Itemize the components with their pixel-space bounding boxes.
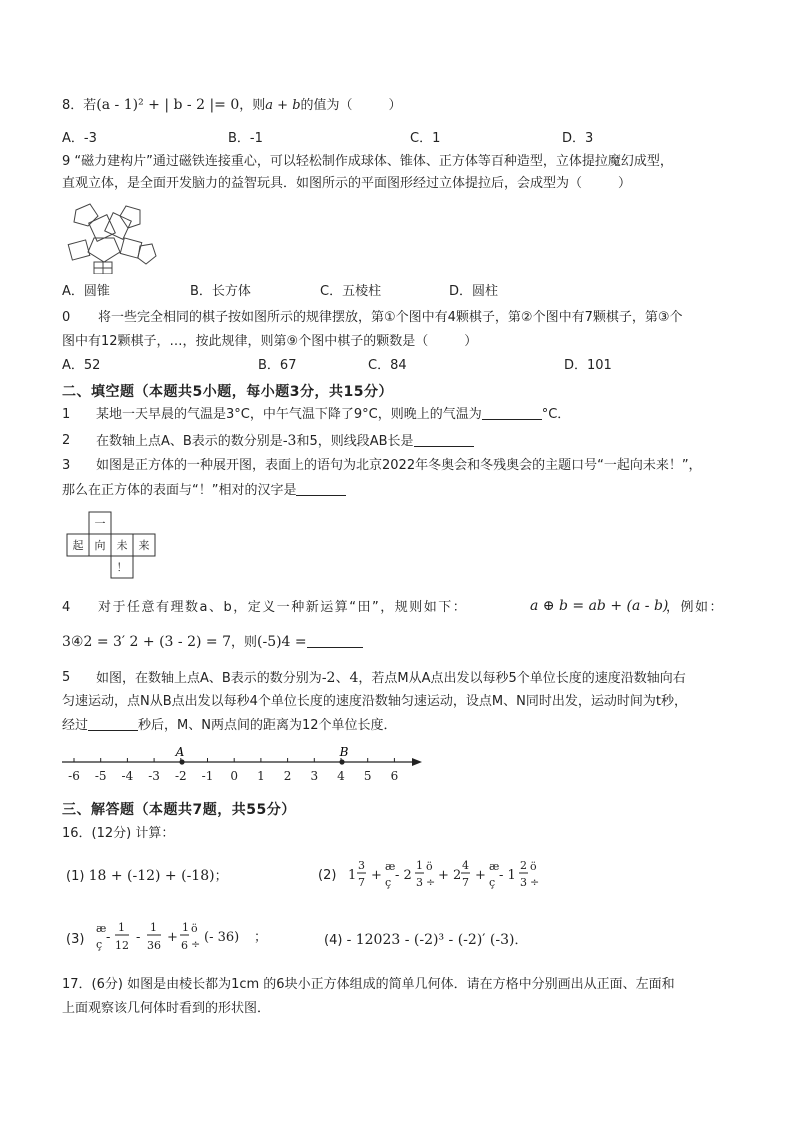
q15-line-1-pre: 如图，在数轴上点A、B表示的数分别为 — [96, 671, 322, 686]
point-b-dot — [339, 759, 344, 764]
svg-text:(- 36): (- 36) — [204, 930, 240, 945]
q10-line-1: 将一些完全相同的棋子按如图所示的规律摆放，第①个图中有4颗棋子，第②个图中有7颗棋子，第③个 — [98, 310, 683, 325]
q9-close: ） — [618, 176, 632, 191]
number-line-tick-label: 1 — [257, 769, 265, 783]
svg-text:ö: ö — [530, 860, 537, 873]
q14-answer-blank[interactable] — [307, 634, 363, 648]
net-label-3: 未 — [116, 539, 128, 552]
q10-close: ） — [464, 334, 478, 349]
number-line-tick-label: -2 — [174, 769, 187, 783]
q15-line-3 — [62, 717, 397, 735]
svg-text:1: 1 — [118, 921, 125, 934]
q9-option-d: D．圆柱 — [449, 284, 499, 299]
q15-line-3-pre: 经过 — [62, 718, 89, 733]
svg-text:4: 4 — [462, 859, 469, 872]
svg-text:3: 3 — [358, 859, 365, 872]
q14-ask: (-5)4 = — [257, 634, 307, 650]
q11-answer-blank[interactable] — [482, 406, 542, 420]
number-line-tick-label: -5 — [94, 769, 107, 783]
q16-p2-expression — [346, 852, 546, 898]
q12-value: -3 — [282, 433, 297, 449]
section-3-heading: 三、解答题（本题共7题，共55分） — [62, 802, 296, 818]
pentagon-net-figure — [64, 202, 160, 274]
number-line-tick-label: 3 — [310, 769, 319, 783]
q9-option-c: C．五棱柱 — [320, 284, 382, 299]
net-label-4: 来 — [138, 539, 150, 552]
q9-option-b: B．长方体 — [190, 284, 251, 299]
q11-stem — [96, 406, 570, 424]
q16-title: 16．(12分) 计算： — [62, 826, 175, 841]
q12-pre: 在数轴上点A、B表示的数分别是 — [96, 434, 283, 449]
number-line-tick-label: 6 — [390, 769, 399, 783]
q8-expression-2: a + b — [265, 98, 301, 113]
q14-rule: a ⊕ b = ab + (a - b) — [530, 598, 669, 614]
q8-expression: (a - 1)² + | b - 2 |= 0 — [96, 97, 240, 113]
q10-line-2-text: 图中有12颗棋子，…，按此规律，则第⑨个图中棋子的颗数是（ — [62, 334, 429, 349]
section-2-heading: 二、填空题（本题共5小题，每小题3分，共15分） — [62, 384, 393, 400]
svg-text:ç: ç — [385, 876, 392, 889]
number-line-tick-label: -6 — [68, 769, 80, 783]
number-line-figure — [60, 744, 425, 786]
q13-number: 3 — [62, 458, 71, 473]
svg-text:÷: ÷ — [426, 876, 436, 889]
q16-part-1 — [66, 867, 228, 886]
svg-text:+ 2: + 2 — [438, 868, 462, 883]
q16-p1-tail: ； — [214, 869, 228, 884]
q14-line-2 — [62, 633, 363, 652]
q16-p2-label: (2) — [318, 868, 337, 883]
svg-text:7: 7 — [462, 876, 469, 889]
q13-answer-blank[interactable] — [296, 482, 346, 496]
q8-option-c: C．1 — [410, 131, 441, 146]
q8-close: ） — [388, 98, 402, 113]
q8-option-a: A．-3 — [62, 131, 97, 146]
q17-line-2: 上面观察该几何体时看到的形状图． — [62, 1001, 271, 1016]
q16-p4-label: (4) — [324, 933, 343, 948]
q10-number: 0 — [62, 310, 71, 325]
q12-post: 和5，则线段AB长是 — [296, 434, 414, 449]
svg-text:3: 3 — [520, 876, 527, 889]
q14-line-1: 对于任意有理数a、b，定义一种新运算“田”，规则如下： — [98, 600, 468, 615]
number-line-tick-label: 0 — [230, 769, 239, 783]
cube-net-figure — [66, 511, 156, 579]
svg-text:- 1: - 1 — [499, 868, 516, 883]
q16-p3-label: (3) — [66, 932, 85, 947]
q13-line-1: 如图是正方体的一种展开图，表面上的语句为北京2022年冬奥会和冬残奥会的主题口号“一起向未来！”， — [96, 458, 702, 473]
svg-text:ö: ö — [426, 860, 433, 873]
q9-line-2 — [62, 175, 631, 193]
svg-text:；: ； — [254, 930, 268, 945]
q15-line-3-post: 秒后，M、N两点间的距离为12个单位长度． — [138, 718, 397, 733]
net-label-1: 起 — [72, 539, 84, 552]
q10-option-c: C．84 — [368, 358, 407, 373]
svg-text:-: - — [136, 930, 141, 945]
q16-p4-expression: - 12023 - (-2)³ - (-2)′ (-3) — [346, 932, 515, 948]
svg-text:ç: ç — [489, 876, 496, 889]
q11-number: 1 — [62, 407, 71, 422]
svg-text:- 2: - 2 — [395, 868, 412, 883]
center-pentagon — [88, 238, 120, 262]
q17-line-1: 17．(6分) 如图是由棱长都为1cm 的6块小正方体组成的简单几何体．请在方格中分别画出从正面、左面和 — [62, 977, 675, 992]
q15-answer-blank[interactable] — [88, 717, 138, 731]
q12-stem — [96, 432, 474, 451]
q8-option-b: B．-1 — [228, 131, 263, 146]
number-line-tick-label: 5 — [363, 769, 372, 783]
q8-mid: ，则 — [239, 98, 266, 113]
svg-text:÷: ÷ — [530, 876, 540, 889]
net-square-top-right — [105, 213, 132, 240]
q13-line-2 — [62, 482, 346, 500]
q12-number: 2 — [62, 433, 71, 448]
number-line-tick-label: 4 — [337, 769, 345, 783]
svg-text:36: 36 — [147, 939, 161, 952]
q14-example-label: ，例如： — [666, 600, 725, 615]
q16-part-4 — [324, 931, 527, 950]
net-label-2: 向 — [94, 539, 106, 552]
point-a-dot — [179, 759, 184, 764]
net-square-left — [68, 240, 90, 260]
svg-text:ö: ö — [191, 922, 198, 935]
svg-text:+: + — [371, 868, 382, 883]
q14-line-2-mid: ，则 — [230, 635, 257, 650]
q10-option-a: A．52 — [62, 358, 101, 373]
svg-text:1: 1 — [182, 921, 189, 934]
q15-number: 5 — [62, 670, 71, 685]
number-line-arrow — [412, 758, 422, 766]
svg-text:12: 12 — [115, 939, 129, 952]
number-line-tick-label: -1 — [201, 769, 214, 783]
net-label-bottom: ！ — [116, 561, 128, 574]
q10-option-d: D．101 — [564, 358, 612, 373]
svg-text:1: 1 — [150, 921, 157, 934]
q8-option-d: D．3 — [562, 131, 594, 146]
svg-text:÷: ÷ — [191, 938, 201, 951]
q15-values: -2、4 — [321, 670, 359, 686]
q14-number: 4 — [62, 600, 71, 615]
q10-line-2 — [62, 333, 477, 351]
q15-line-1-post: ，若点M从A点出发以每秒5个单位长度的速度沿数轴向右 — [358, 671, 686, 686]
svg-text:1: 1 — [416, 859, 423, 872]
q16-p1-expression: 18 + (-12) + (-18) — [88, 868, 215, 884]
q15-line-1 — [96, 669, 686, 688]
q11-text: 某地一天早晨的气温是3°C，中午气温下降了9°C，则晚上的气温为 — [96, 407, 482, 422]
svg-text:1: 1 — [348, 868, 357, 883]
q8-stem — [62, 96, 402, 115]
svg-text:-: - — [106, 930, 111, 945]
q13-line-2-text: 那么在正方体的表面与“！”相对的汉字是 — [62, 483, 297, 498]
svg-text:+: + — [475, 868, 486, 883]
point-b-label: B — [339, 745, 349, 759]
q12-answer-blank[interactable] — [414, 433, 474, 447]
point-a-label: A — [175, 745, 185, 759]
number-line-tick-label: -3 — [148, 769, 160, 783]
q9-line-2-text: 直观立体，是全面开发脑力的益智玩具．如图所示的平面图形经过立体提拉后，会成型为（ — [62, 176, 583, 191]
svg-text:2: 2 — [520, 859, 527, 872]
svg-text:æ: æ — [385, 860, 396, 873]
svg-text:+: + — [167, 930, 178, 945]
q16-p1-label: (1) — [66, 869, 85, 884]
net-square-top-left — [89, 215, 116, 242]
q8-post: 的值为（ — [300, 98, 353, 113]
svg-text:æ: æ — [96, 922, 107, 935]
q10-option-b: B．67 — [258, 358, 297, 373]
svg-text:3: 3 — [416, 876, 423, 889]
svg-text:6: 6 — [181, 939, 188, 952]
q9-line-1: 9 “磁力建构片”通过磁铁连接重心，可以轻松制作成球体、锥体、正方体等百种造型，立体提拉魔幻成型， — [62, 154, 673, 169]
number-line-tick-label: 2 — [283, 769, 292, 783]
svg-text:æ: æ — [489, 860, 500, 873]
q11-post: °C． — [541, 407, 571, 422]
svg-text:ç: ç — [96, 938, 103, 951]
q8-pre: 若 — [83, 98, 97, 113]
q15-line-2: 匀速运动，点N从B点出发以每秒4个单位长度的速度沿数轴匀速运动，设点M、N同时出发，运动时间为t秒， — [62, 694, 687, 709]
number-line-tick-label: -4 — [121, 769, 134, 783]
net-label-top: 一 — [94, 517, 106, 530]
svg-text:7: 7 — [358, 876, 365, 889]
q16-p3-expression — [94, 914, 270, 960]
net-pentagon-top-left — [74, 204, 98, 226]
q8-number: 8． — [62, 98, 84, 113]
q16-p4-tail: ． — [514, 933, 528, 948]
q9-option-a: A．圆锥 — [62, 284, 110, 299]
q14-example: 3④2 = 3′ 2 + (3 - 2) = 7 — [62, 634, 231, 650]
